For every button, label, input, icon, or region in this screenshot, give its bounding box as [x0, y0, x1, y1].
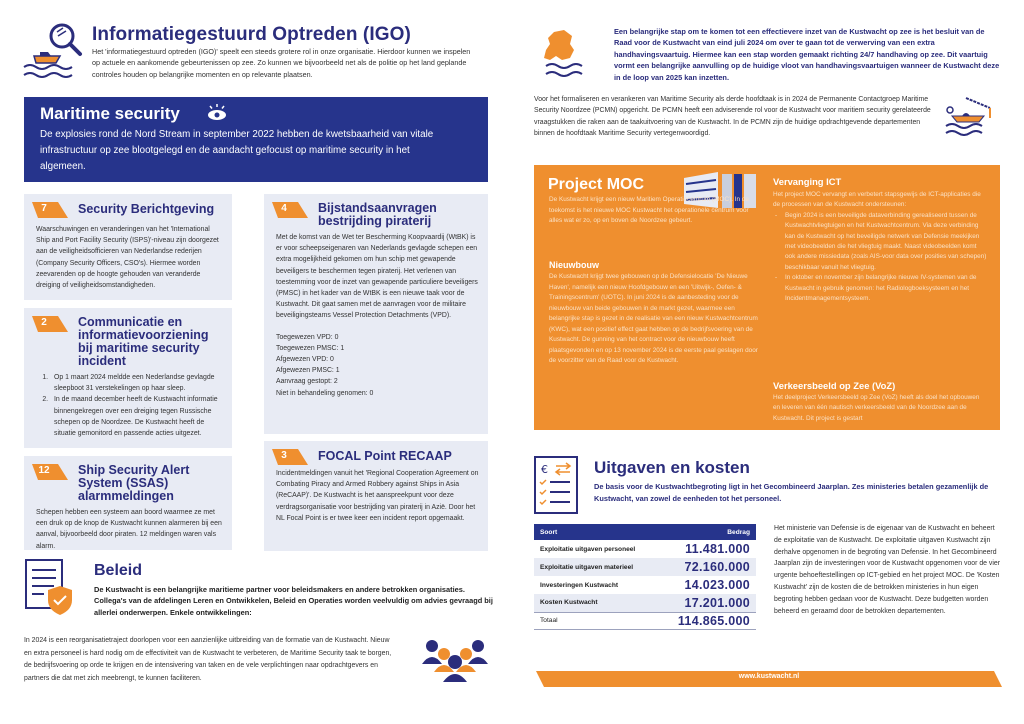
- table-header-row: [534, 524, 756, 540]
- people-group-icon: [420, 634, 490, 684]
- table-row: [534, 540, 756, 558]
- beleid-title: Beleid: [94, 562, 143, 579]
- magnifier-boat-icon: [20, 20, 86, 82]
- uitgaven-intro: De basis voor de Kustwachtbegroting ligt in het Gecombineerd Jaarplan. Zes ministeries betalen gezamenlijk de Kustwacht, van zowel de eenheden tot het personeel.: [594, 482, 989, 503]
- voz-text: Het deelproject Verkeersbeeld op Zee (VoZ) heeft als doel het opbouwen en leveren van één nautisch verkeersbeeld van de Noordzee aan de Kustwacht. Dit project is gestart: [773, 394, 980, 422]
- igo-title: Informatiegestuurd Optreden (IGO): [92, 24, 411, 45]
- card-title: Communicatie en informatievoorziening bij maritime security incident: [78, 315, 209, 368]
- number-badge: 7: [32, 202, 68, 218]
- document-shield-icon: [24, 558, 74, 618]
- card-bijstandsaanvragen: [264, 194, 488, 434]
- card-body: Waarschuwingen en veranderingen van het 'International Ship and Port Facility Security (ISPS)'-niveau zijn doorgezet aan de veiligheidsofficieren van Nederlandse rederijen (Company Security Officers, CSO's). Hiermee worden zeevarenden op de hoogte gehouden van veranderde dreiging of veiligheidsomstandigheden.: [36, 226, 219, 290]
- row-label: Exploitatie uitgaven materieel: [534, 558, 658, 576]
- project-moc-text: De Kustwacht krijgt een nieuw Maritiem Operatiecentrum (MOC). In de toekomst is het nieuwe MOC Kustwacht het operationele centrum voor alles wat er zo, op en boven de Noordzee gebeurt.: [549, 196, 749, 224]
- svg-text:€: €: [541, 463, 548, 476]
- uitgaven-title: Uitgaven en kosten: [594, 458, 750, 477]
- beleid-intro: De Kustwacht is een belangrijke maritieme partner voor beleidsmakers en andere betrokken organisaties. Collega's van de afdelingen Leren en Ontwikkelen, Beleid en Operaties worden veelvuldig om advies gevraagd bij allerlei onderwerpen. Enkele ontwikkelingen:: [94, 585, 493, 617]
- list-item: 2. In de maand december heeft de Kustwacht informatie binnengekregen over een dreiging tegen Russische schepen op de Noordzee. De Kustwacht heeft de situatie gemonitord en passende acties uitgezet.: [50, 394, 224, 439]
- row-amount: 14.023.000: [684, 578, 750, 592]
- stats-list: [276, 332, 480, 399]
- table-row: [534, 576, 756, 594]
- ict-intro: Het project MOC vervangt en verbetert stapsgewijs de ICT-applicaties die de processen van de Kustwacht ondersteunen:: [773, 191, 981, 209]
- decision-text: Een belangrijke stap om te komen tot een effectievere inzet van de Kustwacht op zee is het besluit van de Raad voor de Kustwacht van eind juli 2024 om over te gaan tot de verwerving van een extra handhavingsvaartuig. Hiermee kan een stap worden gemaakt richting 24/7 handhaving op zee. Dit vaartuig vormt een belangrijke aanvulling op de huidige vloot van handhavingsvaartuigen wanneer de Kustwacht deze in de loop van 2025 kan inzetten.: [614, 27, 1000, 82]
- number-badge: 4: [272, 202, 308, 218]
- nieuwbouw-text: De Kustwacht krijgt twee gebouwen op de Defensielocatie 'De Nieuwe Haven', namelijk een nieuw Hoofdgebouw en een 'Uitwijk-, Oefen- & Trainingscentrum' (UOTC). In juni 2024 is de aanbesteding voor de nieuwbouw van beide gebouwen in de markt gezet, waarmee een belangrijke stap is gezet in de realisatie van een nieuw Kustwachtcentrum (KWC), wat een positief effect gaat hebben op de bedrijfsvoering van de Kustwacht. De gunning van het contract voor de nieuwbouw heeft plaatsgevonden en op 13 november 2024 is de eerste paal geslagen door de voorzitter van de Raad voor de Kustwacht.: [549, 273, 758, 364]
- boat-crane-icon: [944, 96, 994, 136]
- row-amount: 72.160.000: [658, 558, 756, 576]
- list-item: - In oktober en november zijn belangrijke nieuwe IV-systemen van de Kustwacht in gebruik genomen: het Radiologboeksysteem en het Incidentmanagementsysteem.: [773, 273, 988, 304]
- table-row: [534, 594, 756, 612]
- table-row: [534, 558, 756, 576]
- row-label: Exploitatie uitgaven personeel: [540, 545, 636, 553]
- number-badge: 2: [32, 316, 68, 332]
- eye-icon: [206, 103, 228, 121]
- card-title: FOCAL Point RECAAP: [318, 449, 452, 463]
- card-body: Met de komst van de Wet ter Bescherming Koopvaardij (WtBK) is er voor scheepseigenaren van Nederlands gevlagde schepen een extra mogelijkheid gekomen om hun schip met gewapende beveiligers te beschermen tegen piraterij. Het verlenen van toestemming voor de inzet van gewapende particuliere beveiligers (PMSC) in het kader van de WtBK is een nieuwe taak voor de Kustwacht. Dit gaat samen met de aanvragen voor de militaire beveiligingsteams Vessel Protection Detachments (VPD).: [276, 234, 478, 320]
- card-title: Security Berichtgeving: [78, 202, 215, 216]
- card-title: Bijstandsaanvragen bestrijding piraterij: [318, 201, 437, 228]
- nieuwbouw-title: Nieuwbouw: [549, 260, 599, 270]
- stat-item: Toegewezen PMSC: 1: [276, 344, 345, 352]
- voz-title: Verkeersbeeld op Zee (VoZ): [773, 380, 896, 391]
- netherlands-map-icon: [536, 26, 592, 82]
- stat-item: Afgewezen PMSC: 1: [276, 367, 340, 375]
- euro-checklist-icon: [534, 456, 578, 514]
- number-badge: 12: [32, 464, 68, 480]
- stat-item: Aanvraag gestopt: 2: [276, 378, 338, 386]
- beleid-text: In 2024 is een reorganisatietraject doorlopen voor een aanzienlijke uitbreiding van de formatie van de Kustwacht. Nieuw en extra personeel is hard nodig om de effectiviteit van de Kustwacht te verbeteren, de Maritime Security taak te borgen, de bedrijfsvoering op orde te krijgen en de intensivering van taken en de vele verplichtingen naar opdrachtgevers en partners die dat met zich meebrengt, te kunnen faciliteren.: [24, 637, 392, 682]
- vervanging-ict-title: Vervanging ICT: [773, 176, 842, 187]
- website-link[interactable]: www.kustwacht.nl: [738, 673, 800, 680]
- pcmn-text: Voor het formaliseren en verankeren van Maritime Security als derde hoofdtaak is in 2024 de Permanente Contactgroep Maritime Security Noordzee (PCMN) opgericht. De PCMN heeft een adviserende rol voor de Kustwacht voor maritiem security gerelateerde vraagstukken die raken aan de taakuitvoering van de Kustwacht. In de PCMN zijn de huidige opdrachtgevende departementen binnen de hoofdtaak Maritime Security vertegenwoordigd.: [534, 96, 931, 138]
- card-body: Schepen hebben een systeem aan boord waarmee ze met een druk op de knop de Kustwacht kunnen alarmeren bij een aanval, bijvoorbeeld door piraten. 12 meldingen waren vals alarm.: [36, 509, 222, 550]
- card-focal-point: [264, 441, 488, 551]
- vervanging-ict-text: [773, 190, 988, 304]
- row-amount: 11.481.000: [685, 542, 750, 556]
- column-header-soort: Soort: [534, 524, 658, 540]
- row-label: Investeringen Kustwacht: [540, 581, 619, 589]
- card-title: Ship Security Alert System (SSAS) alarmmeldingen: [78, 463, 190, 503]
- stat-item: Afgewezen VPD: 0: [276, 356, 334, 364]
- stat-item: Toegewezen VPD: 0: [276, 333, 339, 341]
- uitgaven-text: Het ministerie van Defensie is de eigenaar van de Kustwacht en beheert de exploitatie van de Kustwacht. De exploitatie uitgaven Kustwacht zijn derhalve opgenomen in de begroting van Defensie. In het Gecombineerd Jaarplan zijn de investeringen voor de Kustwacht opgenomen voor de vier urgente behoeftestellingen op ICT-gebied en het project MOC. De 'Kosten Kustwacht' zijn de kosten die de betrokken ministeries in hun eigen begroting hebben gedaan voor de Kustwacht. Deze budgetten worden beheerd en geraamd door de betrokken departementen.: [774, 525, 1000, 615]
- total-label: Totaal: [534, 612, 658, 629]
- total-amount: 114.865.000: [658, 612, 756, 629]
- maritime-security-banner: [24, 97, 488, 182]
- row-label: Kosten Kustwacht: [534, 594, 658, 612]
- list-item: - Begin 2024 is een beveiligde dataverbinding gerealiseerd tussen de Kustwachtvliegtuigen en het Kustwachtcentrum. Via deze verbinding kan de Kustwacht op het beveiligde netwerk van Defensie meekijken met videobeelden die het vliegtuig maakt. Naast videobeelden komt ook andere missiedata (zoals AIS-voor data over posities van schepen) beschikbaar vanuit het vliegtuig.: [773, 211, 988, 273]
- costs-table: [534, 524, 756, 630]
- card-ssas: [24, 456, 232, 550]
- list-item: 1. Op 1 maart 2024 meldde een Nederlandse gevlagde sleepboot 31 verstekelingen op haar sleep.: [50, 372, 224, 394]
- card-body: Incidentmeldingen vanuit het 'Regional Cooperation Agreement on Combating Piracy and Armed Robbery against Ships in Asia (ReCAAP)'. De Kustwacht is het aanspreekpunt voor deze verdragsorganisatie voor bestrijding van piraterij in Azië. Door het NL Focal Point is er twee keer een incident report opgemaakt.: [276, 470, 479, 522]
- table-total-row: [534, 612, 756, 629]
- card-body: [36, 372, 224, 439]
- row-amount: 17.201.000: [658, 594, 756, 612]
- stat-item: Niet in behandeling genomen: 0: [276, 389, 374, 397]
- project-moc-title: Project MOC: [548, 176, 645, 193]
- column-header-bedrag: Bedrag: [658, 524, 756, 540]
- card-security-berichtgeving: [24, 194, 232, 300]
- maritime-security-title: Maritime security: [40, 104, 180, 123]
- card-communicatie: [24, 308, 232, 448]
- number-badge: 3: [272, 449, 308, 465]
- igo-text: Het 'informatiegestuurd optreden (IGO)' speelt een steeds grotere rol in onze organisatie. Hierdoor kunnen we inspelen op actuele en aankomende gebeurtenissen op zee. Zo kunnen we bijvoorbeeld net als de politie op het land geplande controles houden op belangrijke momenten en op relevante plaatsen.: [92, 47, 471, 79]
- maritime-security-text: De explosies rond de Nord Stream in september 2022 hebben de kwetsbaarheid van vitale infrastructuur op zee blootgelegd en de aandacht gefocust op maritime security in het algemeen.: [40, 129, 434, 172]
